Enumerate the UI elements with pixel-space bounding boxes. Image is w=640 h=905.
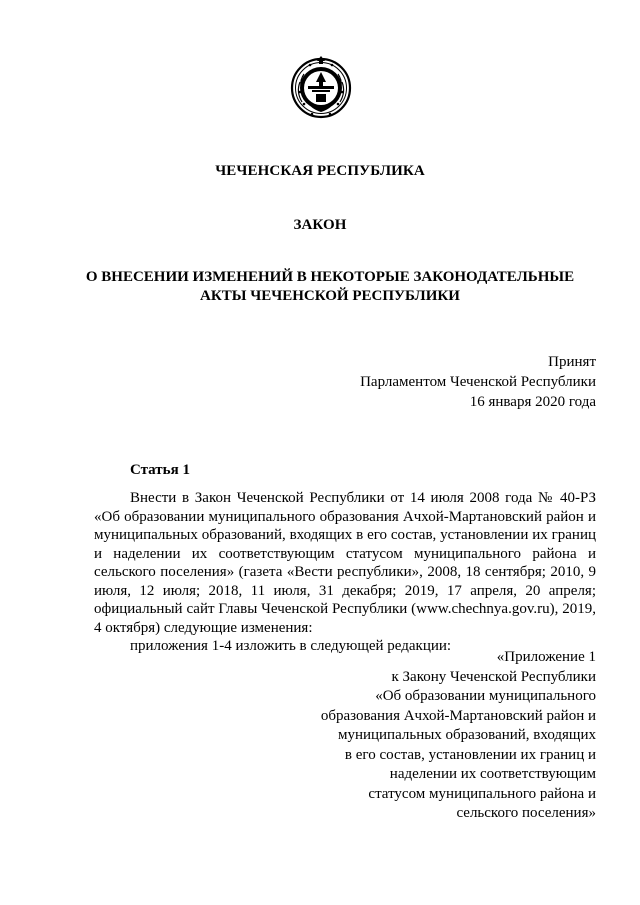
appendix-line: к Закону Чеченской Республики — [391, 668, 596, 685]
law-title — [60, 268, 600, 306]
chechen-republic-coat-of-arms-icon — [290, 52, 352, 124]
article-body — [94, 489, 596, 656]
adoption-line-1: Принят — [548, 354, 596, 370]
appendix-line: «Об образовании муниципального — [375, 688, 596, 704]
article-heading: Статья 1 — [130, 462, 190, 478]
republic-heading: ЧЕЧЕНСКАЯ РЕСПУБЛИКА — [215, 163, 425, 179]
appendix-line: «Приложение 1 — [496, 649, 596, 665]
document-type: ЗАКОН — [293, 217, 347, 233]
adoption-line-2: Парламентом Чеченской Республики — [360, 374, 596, 390]
appendix-line: сельского поселения» — [456, 805, 596, 821]
appendix-line: образования Ачхой-Мартановский район и — [320, 707, 596, 724]
adoption-block — [360, 352, 596, 412]
appendix-line: в его состав, установлении их границ и — [344, 746, 596, 763]
appendix-line: наделении их соответствующим — [389, 766, 596, 782]
appendix-line: муниципальных образований, входящих — [337, 727, 596, 743]
adoption-date: 16 января 2020 года — [469, 394, 596, 410]
appendix-header — [321, 648, 596, 824]
article-paragraph-1: Внести в Закон Чеченской Республики от 14 июля 2008 года № 40-РЗ «Об образовании муниципального образования Ачхой-Мартановский район и муниципальных образований, входящих в его состав, установлении их границ и наделении их соответствующим статусом муниципального района и сельского поселения» (газета «Вести республики», 2008, 18 сентября; 2010, 9 июля, 12 июля; 2018, 11 июля, 31 декабря; 2019, 17 апреля, 20 апреля; официальный сайт Главы Чеченской Республики (www.chechnya.gov.ru), 2019, 4 октября) следующие изменения: — [94, 490, 596, 636]
law-title-line-2: АКТЫ ЧЕЧЕНСКОЙ РЕСПУБЛИКИ — [200, 288, 460, 304]
appendix-line: статусом муниципального района и — [368, 785, 596, 802]
law-title-line-1: О ВНЕСЕНИИ ИЗМЕНЕНИЙ В НЕКОТОРЫЕ ЗАКОНОДАТЕЛЬНЫЕ — [85, 269, 575, 285]
article-paragraph-2: приложения 1-4 изложить в следующей редакции: — [130, 638, 452, 654]
